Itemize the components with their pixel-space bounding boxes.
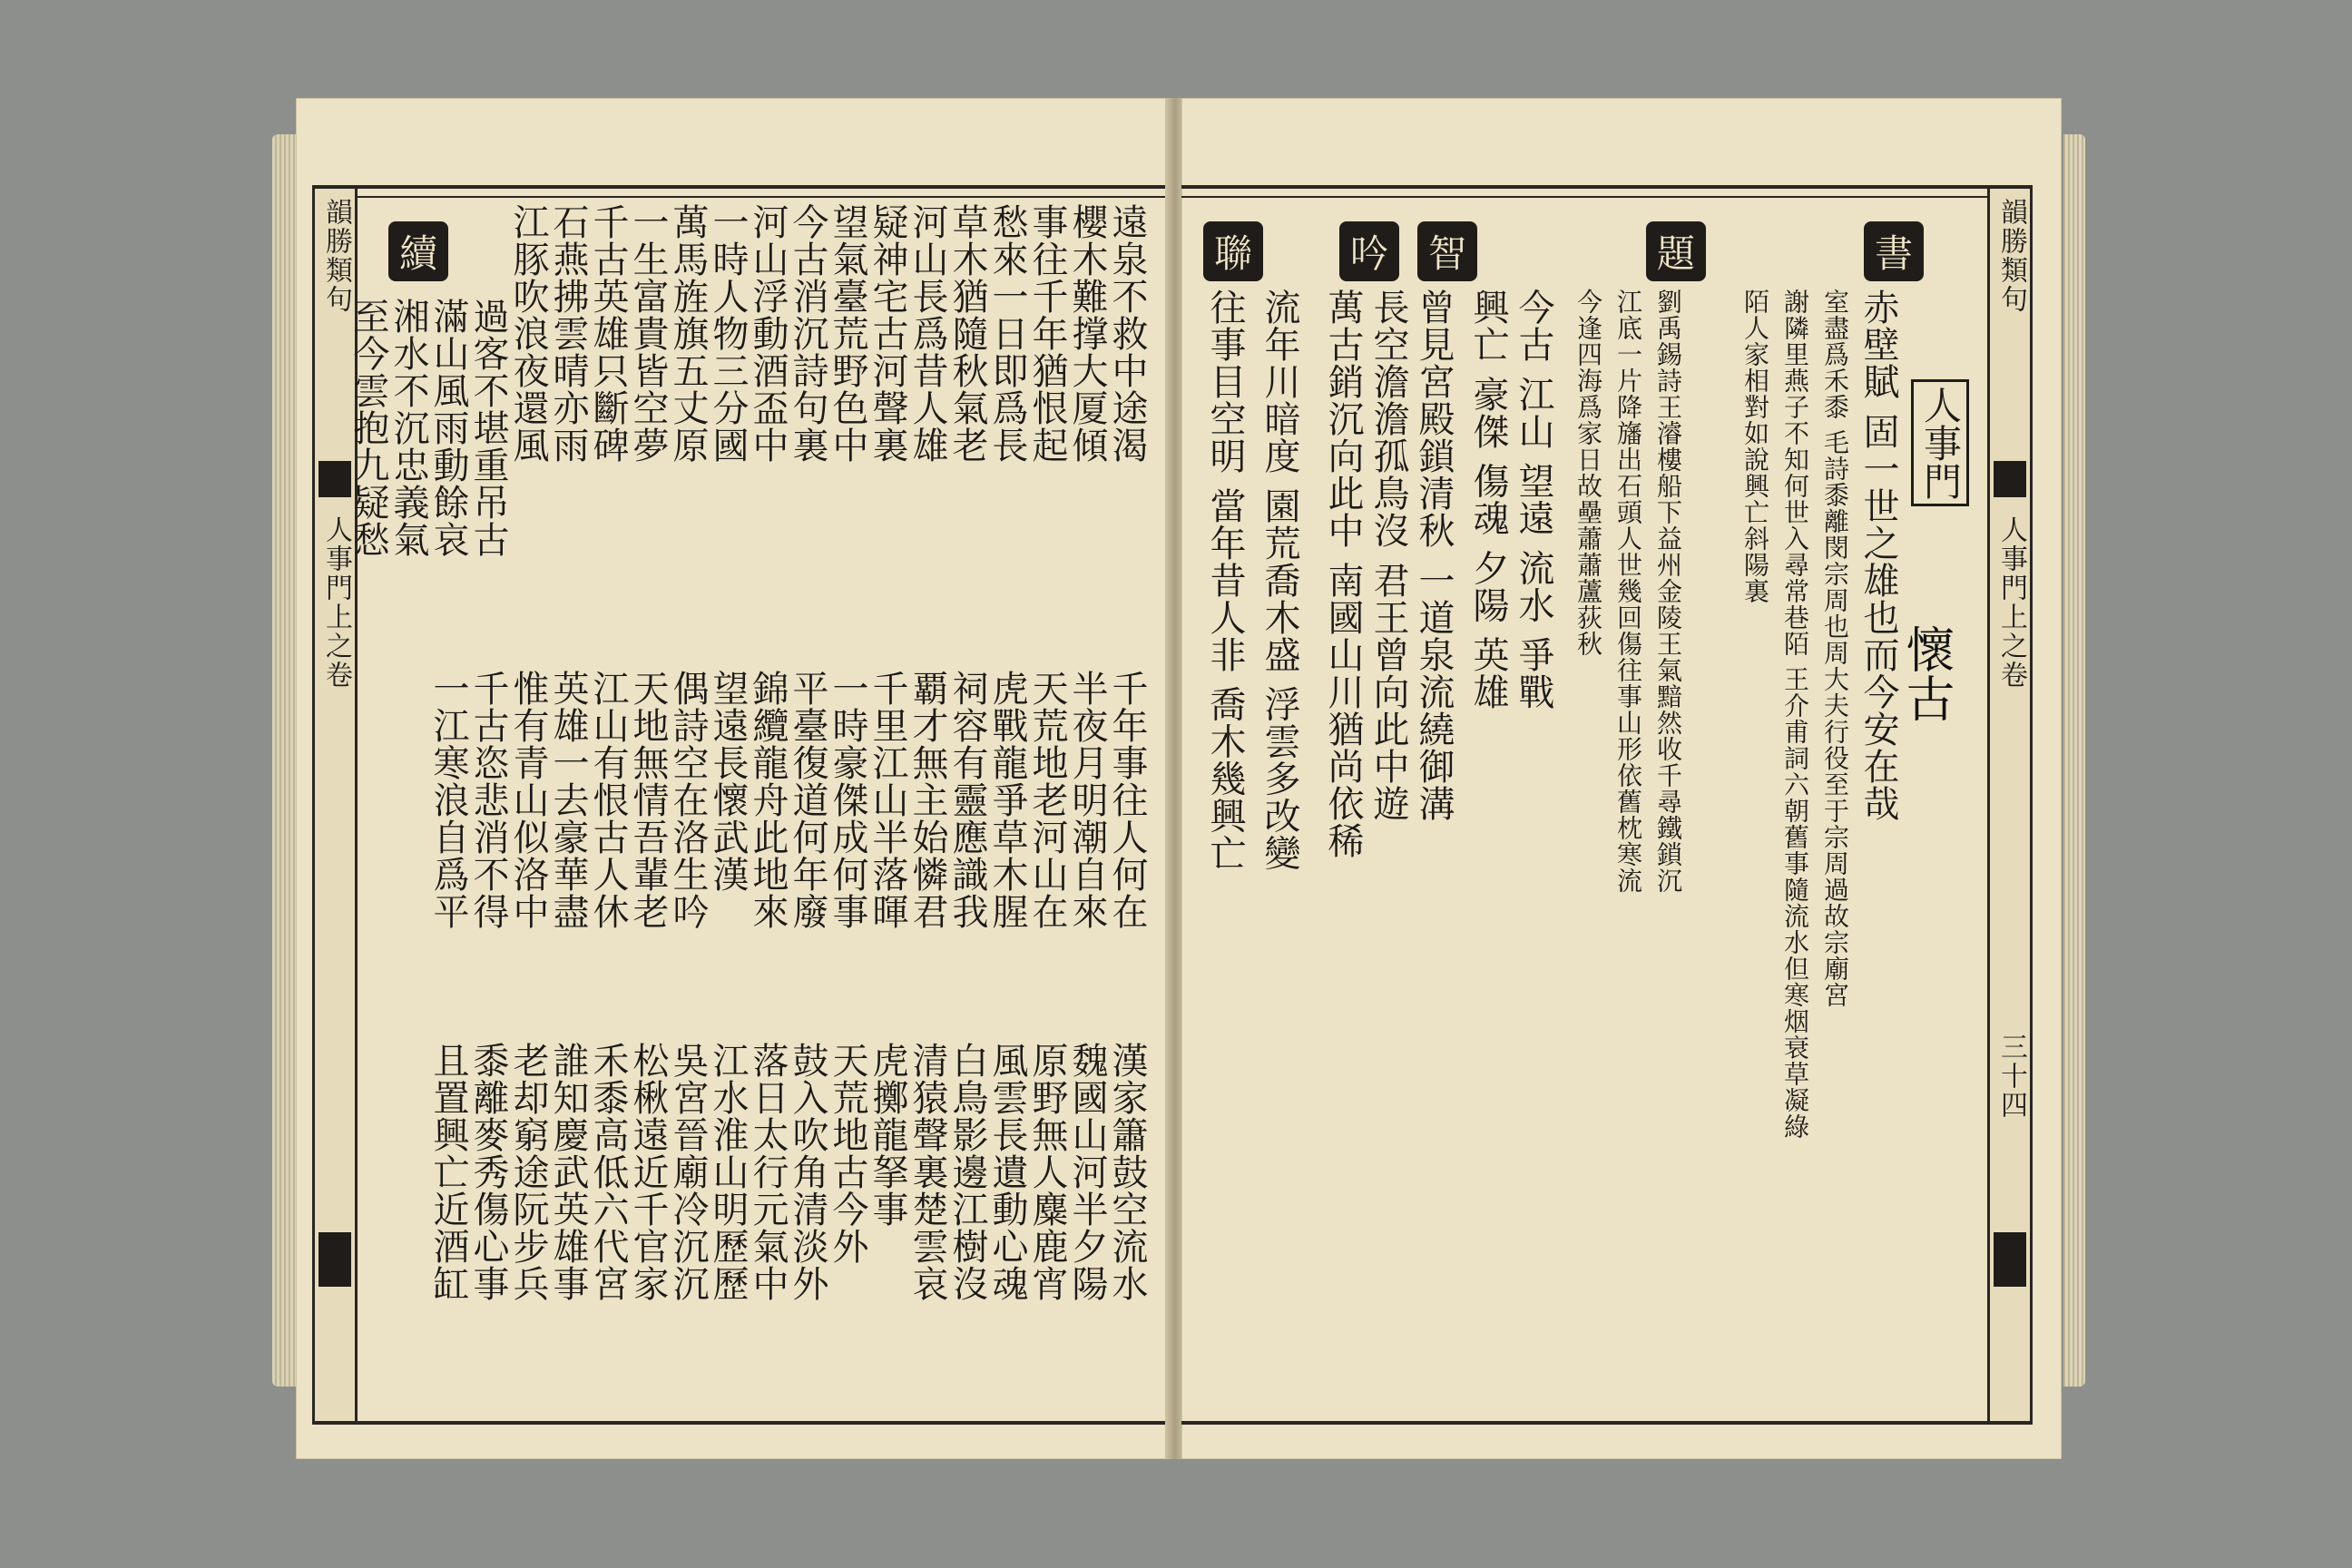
verse-column: 千古英雄只斷碑 xyxy=(587,203,629,464)
verse-column: 覇才無主始憐君 xyxy=(906,670,948,930)
banshin-title: 韻勝類句 xyxy=(320,198,352,314)
verse-column: 祠容有靈應識我 xyxy=(946,670,988,930)
banshin-section: 人事門上之卷 xyxy=(320,515,352,690)
verse-column: 老却窮途阮步兵 xyxy=(507,1042,549,1302)
fish-tail-mark xyxy=(1994,1232,2026,1287)
verse-column: 天地無情吾輩老 xyxy=(627,670,669,930)
verse-column: 望氣臺荒野色中 xyxy=(827,203,868,464)
banshin-section: 人事門上之卷 xyxy=(1995,515,2027,690)
page-edges-right xyxy=(2063,134,2085,1387)
verse-column: 偶詩空在洛生吟 xyxy=(667,670,709,930)
frame-top-rule xyxy=(1181,196,2029,198)
verse-column: 天荒地古今外 xyxy=(827,1042,868,1265)
entry-column: 室盡爲禾黍 毛詩黍離閔宗周也周大夫行役至于宗周過故宗廟宮 xyxy=(1820,289,1850,1008)
verse-column: 禾黍高低六代宮 xyxy=(587,1042,629,1302)
verse-column: 漢家簫鼓空流水 xyxy=(1106,1042,1148,1302)
entry-column: 赤壁賦 固一世之雄也而今安在哉 xyxy=(1857,289,1899,822)
right-banshin xyxy=(1987,189,2033,1421)
verse-column: 萬馬旌旗五丈原 xyxy=(667,203,709,464)
verse-column: 望遠長懷武漢 xyxy=(707,670,749,893)
verse-column: 且置興亡近酒缸 xyxy=(427,1042,469,1302)
verse-column: 一時豪傑成何事 xyxy=(827,670,868,930)
banshin-title: 韻勝類句 xyxy=(1995,198,2027,314)
book-seal: 書 xyxy=(1864,221,1924,281)
link-seal: 聯 xyxy=(1203,221,1263,281)
entry-column: 今古 江山 望遠 流水 爭戰 xyxy=(1513,289,1554,710)
entry-column: 萬古銷沉向此中 南國山川猶尚依稀 xyxy=(1322,289,1364,859)
entry-column: 劉禹錫詩王濬樓船下益州金陵王氣黯然收千尋鐵鎖沉 xyxy=(1653,289,1683,894)
entry-column: 流年川暗度 園荒喬木盛 浮雲多改變 xyxy=(1259,289,1300,872)
continue-seal: 續 xyxy=(388,221,448,281)
entry-column: 曾見宮殿鎖清秋 一道泉流繞御溝 xyxy=(1413,289,1455,822)
open-book xyxy=(272,98,2085,1459)
verse-column: 疑神宅古河聲裏 xyxy=(867,203,908,464)
verse-column: 千年事往人何在 xyxy=(1106,670,1148,930)
topic-seal: 題 xyxy=(1646,221,1706,281)
entry-column: 今逢四海爲家日故壘蕭蕭蘆荻秋 xyxy=(1573,289,1603,657)
entry-column: 謝隣里燕子不知何世入尋常巷陌 王介甫詞六朝舊事隨流水但寒烟衰草凝綠 xyxy=(1780,289,1810,1140)
verse-column: 魏國山河半夕陽 xyxy=(1066,1042,1108,1302)
verse-column: 事往千年猶恨起 xyxy=(1026,203,1068,464)
verse-column: 惟有青山似洛中 xyxy=(507,670,549,930)
verse-column: 一生富貴皆空夢 xyxy=(627,203,669,464)
verse-column: 湘水不沉忠義氣 xyxy=(387,298,429,558)
verse-column: 平臺復道何年廢 xyxy=(787,670,828,930)
verse-column: 愁來一日即爲長 xyxy=(986,203,1028,464)
section-heading: 懷古 xyxy=(1898,624,1955,722)
verse-column: 千古恣悲消不得 xyxy=(467,670,509,930)
verse-column: 半夜月明潮自來 xyxy=(1066,670,1108,930)
entry-column: 興亡 豪傑 傷魂 夕陽 英雄 xyxy=(1467,289,1509,710)
verse-column: 吳宮晉廟冷沉沉 xyxy=(667,1042,709,1302)
entry-column: 陌人家相對如說興亡斜陽裏 xyxy=(1740,289,1770,604)
verse-column: 天荒地老河山在 xyxy=(1026,670,1068,930)
verse-column: 英雄一去豪華盡 xyxy=(547,670,589,930)
entry-column: 長空澹澹孤鳥沒 君王曾向此中遊 xyxy=(1367,289,1409,822)
fish-tail-mark xyxy=(1994,461,2026,497)
verse-column: 至今雲抱九疑愁 xyxy=(348,298,389,558)
left-page xyxy=(296,98,1169,1459)
entry-column: 往事目空明 當年昔人非 喬木幾興亡 xyxy=(1204,289,1246,872)
verse-column: 松楸遠近千官家 xyxy=(627,1042,669,1302)
fish-tail-mark xyxy=(318,1232,351,1287)
verse-column: 江山有恨古人休 xyxy=(587,670,629,930)
verse-column: 風雲長遺動心魂 xyxy=(986,1042,1028,1302)
verse-column: 黍離麥秀傷心事 xyxy=(467,1042,509,1302)
verse-column: 櫻木難撑大厦傾 xyxy=(1066,203,1108,464)
verse-column: 白鳥影邊江樹沒 xyxy=(946,1042,988,1302)
verse-column: 一時人物三分國 xyxy=(707,203,749,464)
folio-number: 三十四 xyxy=(1995,1033,2027,1120)
verse-column: 石燕拂雲晴亦雨 xyxy=(547,203,589,464)
verse-column: 河山浮動酒盃中 xyxy=(747,203,789,464)
category-box: 人事門 xyxy=(1911,379,1969,506)
wisdom-seal: 智 xyxy=(1417,221,1477,281)
verse-column: 千里江山半落暉 xyxy=(867,670,908,930)
verse-column: 虎擲龍拏事 xyxy=(867,1042,908,1228)
verse-column: 原野無人麋鹿宵 xyxy=(1026,1042,1068,1302)
verse-column: 錦纜龍舟此地來 xyxy=(747,670,789,930)
verse-column: 清猿聲裏楚雲哀 xyxy=(906,1042,948,1302)
verse-column: 今古消沉詩句裏 xyxy=(787,203,828,464)
entry-column: 江底一片降旛出石頭人世幾回傷往事山形依舊枕寒流 xyxy=(1613,289,1643,894)
verse-column: 鼓入吹角清淡外 xyxy=(787,1042,828,1302)
verse-column: 江水淮山明歷歷 xyxy=(707,1042,749,1302)
verse-column: 誰知慶武英雄事 xyxy=(547,1042,589,1302)
right-page-frame xyxy=(1181,185,2033,1425)
verse-column: 虎戰龍爭草木腥 xyxy=(986,670,1028,930)
verse-column: 遠泉不救中途渴 xyxy=(1106,203,1148,464)
right-page xyxy=(1181,98,2062,1459)
verse-column: 過客不堪重吊古 xyxy=(467,298,509,558)
frame-top-rule xyxy=(316,196,1169,198)
verse-column: 江豚吹浪夜還風 xyxy=(507,203,549,464)
verse-column: 草木猶隨秋氣老 xyxy=(946,203,988,464)
verse-column: 河山長爲昔人雄 xyxy=(906,203,948,464)
verse-column: 滿山風雨動餘哀 xyxy=(427,298,469,558)
verse-column: 一江寒浪自爲平 xyxy=(427,670,469,930)
verse-column: 落日太行元氣中 xyxy=(747,1042,789,1302)
poem-seal: 吟 xyxy=(1339,221,1399,281)
left-page-frame xyxy=(312,185,1169,1425)
